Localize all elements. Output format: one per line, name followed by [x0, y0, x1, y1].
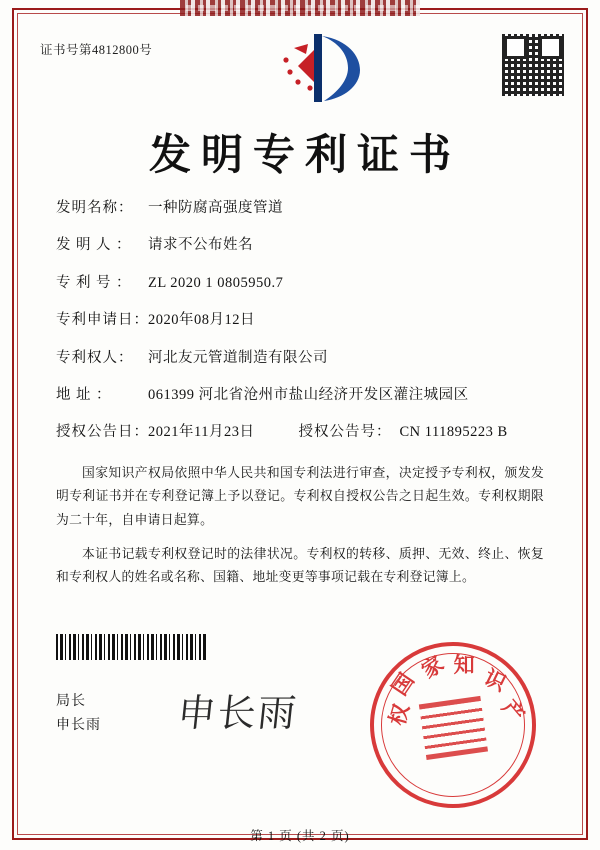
barcode — [56, 634, 206, 660]
legal-paragraph-2: 本证书记载专利权登记时的法律状况。专利权的转移、质押、无效、终止、恢复和专利权人的姓名或名称、国籍、地址变更等事项记载在专利登记簿上。 — [56, 546, 544, 585]
seal-char: 权 — [384, 701, 414, 729]
certificate-number: 证书号第4812800号 — [40, 43, 153, 57]
field-value-grant-date: 2021年11月23日 — [148, 424, 255, 441]
signature-role-label: 局长 — [56, 694, 86, 709]
field-invention-name — [56, 200, 548, 217]
field-label-grant-date: 授权公告日： — [56, 424, 149, 441]
legal-text — [56, 462, 544, 590]
field-application-date — [56, 312, 548, 329]
seal-char: 知 — [453, 651, 475, 677]
field-value: ZL 2020 1 0805950.7 — [148, 274, 284, 291]
header-row — [26, 22, 574, 118]
field-patentee — [56, 350, 548, 367]
field-label: 专利申请日： — [56, 312, 149, 329]
field-value: 河北友元管道制造有限公司 — [148, 349, 328, 366]
field-label-grant-number: 授权公告号： — [298, 424, 392, 441]
certificate-content — [26, 22, 574, 826]
signature-name: 申长雨 — [56, 717, 101, 733]
seal-char: 家 — [416, 650, 449, 683]
field-value-grant-number: CN 111895223 B — [399, 424, 508, 441]
field-address — [56, 387, 548, 404]
field-value: 请求不公布姓名 — [148, 237, 253, 254]
field-label: 专利权人： — [56, 349, 134, 366]
field-label: 发明名称： — [56, 200, 134, 216]
field-value: 一种防腐高强度管道 — [148, 200, 283, 216]
field-grant-row — [56, 424, 548, 441]
seal-char: 国 — [386, 668, 419, 700]
top-ornament — [180, 0, 420, 16]
seal-char: 产 — [497, 694, 530, 727]
field-value: 2020年08月12日 — [148, 312, 255, 329]
field-label: 发明人： — [56, 237, 136, 254]
official-seal — [359, 631, 546, 818]
legal-paragraph-1: 国家知识产权局依照中华人民共和国专利法进行审查，决定授予专利权，颁发发明专利证书并在专利登记簿上予以登记。专利权自授权公告之日起生效。专利权期限为二十年，自申请日起算。 — [56, 465, 544, 528]
page-title: 发明专利证书 — [148, 130, 461, 179]
field-label: 地址： — [56, 386, 116, 403]
seal-char: 识 — [480, 664, 511, 696]
seal-emblem-icon — [419, 696, 488, 760]
grant-number-group — [298, 424, 507, 441]
page-footer: 第 1 页 (共 2 页) — [250, 829, 350, 843]
handwritten-signature: 申长雨 — [175, 691, 300, 735]
signature-block — [56, 690, 101, 738]
fields-list — [56, 200, 548, 442]
patent-office-logo — [264, 30, 374, 106]
field-inventor — [56, 237, 548, 254]
field-label: 专利号： — [56, 274, 136, 291]
field-value: 061399 河北省沧州市盐山经济开发区灌注城园区 — [148, 386, 469, 403]
qr-code-icon — [502, 34, 564, 96]
field-patent-number — [56, 275, 548, 292]
